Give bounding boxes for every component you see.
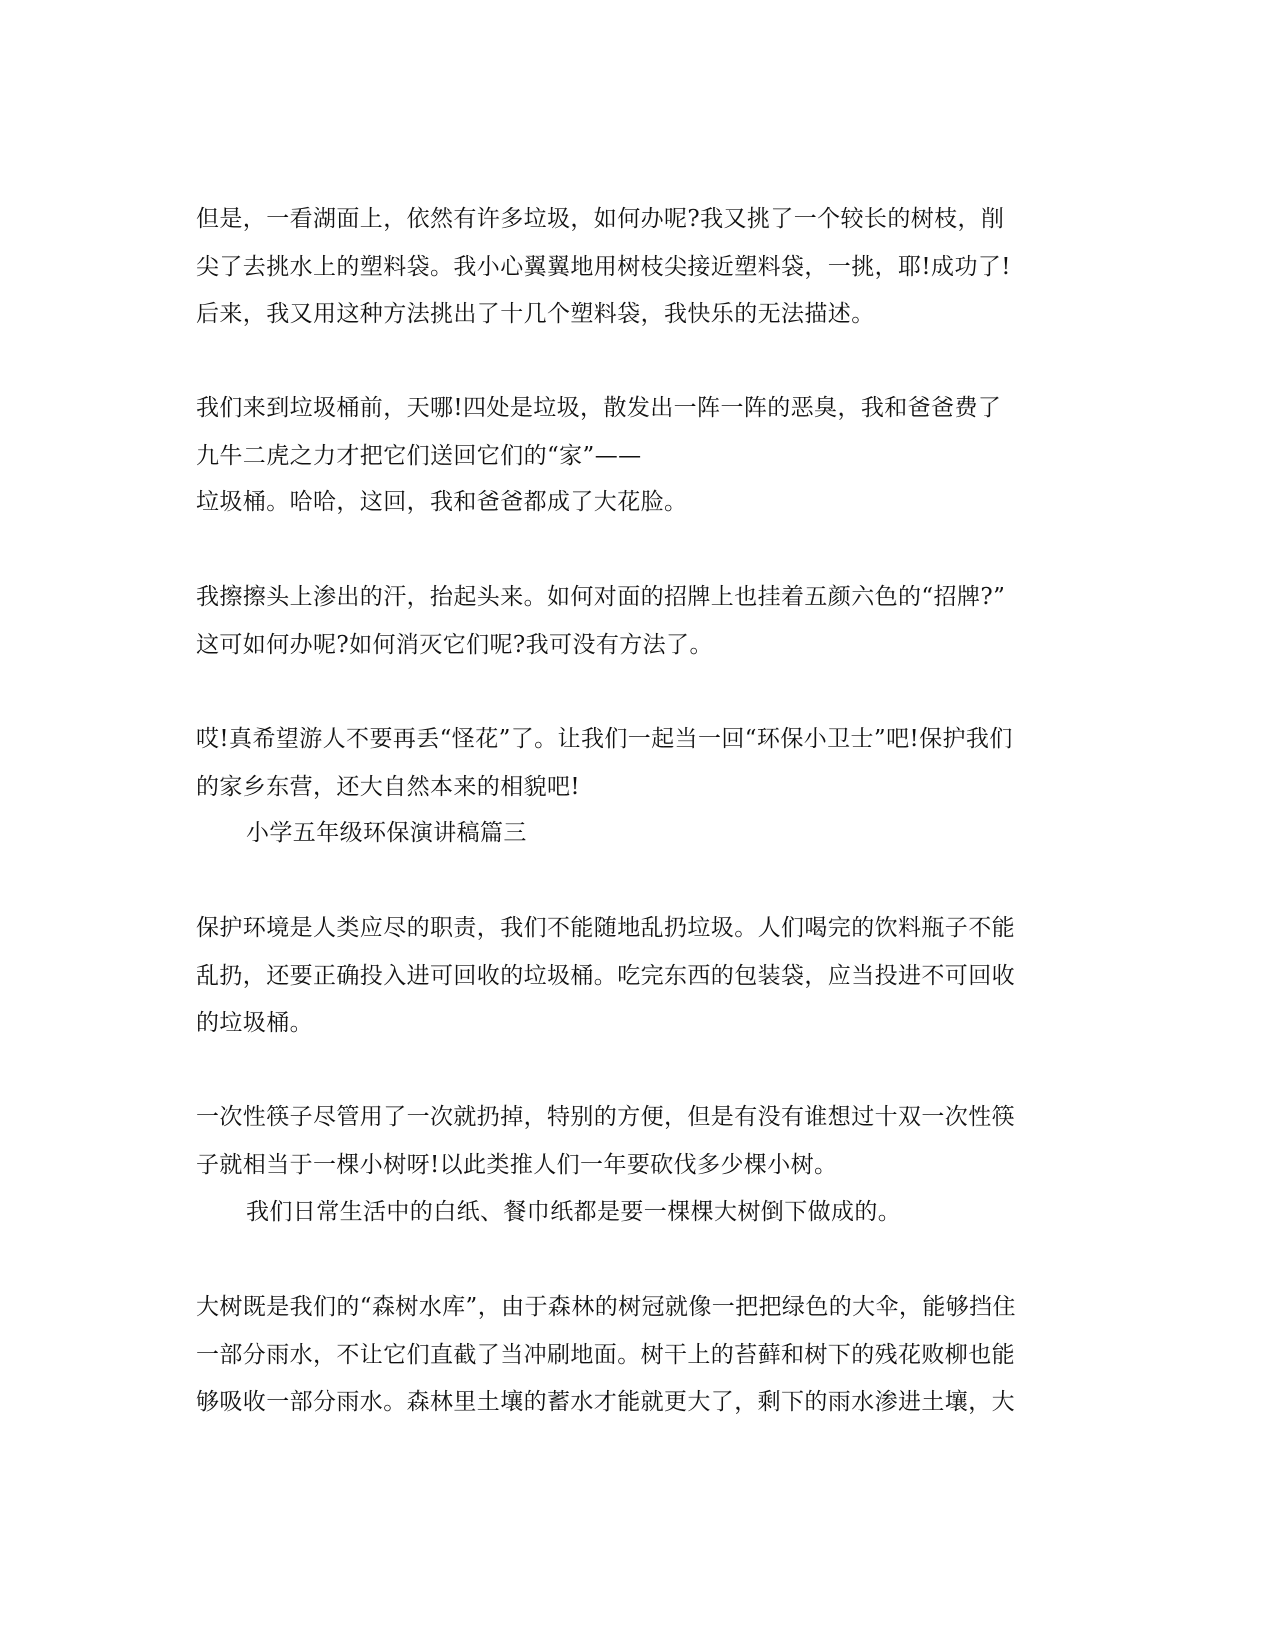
paragraph-1-line-2: 尖了去挑水上的塑料袋。我小心翼翼地用树枝尖接近塑料袋，一挑，耶!成功了!	[196, 254, 1011, 280]
paragraph-5-line-2: 乱扔，还要正确投入进可回收的垃圾桶。吃完东西的包装袋，应当投进不可回收	[196, 963, 1015, 989]
paragraph-2-line-1: 我们来到垃圾桶前，天哪!四处是垃圾，散发出一阵一阵的恶臭，我和爸爸费了	[196, 395, 1002, 421]
paragraph-4-line-1: 哎!真希望游人不要再丢“怪花”了。让我们一起当一回“环保小卫士”吧!保护我们	[196, 726, 1013, 752]
paragraph-2-line-3: 垃圾桶。哈哈，这回，我和爸爸都成了大花脸。	[196, 489, 688, 515]
paragraph-8-line-2: 一部分雨水，不让它们直截了当冲刷地面。树干上的苔藓和树下的残花败柳也能	[196, 1342, 1015, 1368]
paragraph-2-line-2: 九牛二虎之力才把它们送回它们的“家”——	[196, 443, 642, 469]
paragraph-1-line-1: 但是，一看湖面上，依然有许多垃圾，如何办呢?我又挑了一个较长的树枝，削	[196, 206, 1005, 232]
paragraph-6-line-2: 子就相当于一棵小树呀!以此类推人们一年要砍伐多少棵小树。	[196, 1152, 838, 1178]
paragraph-7-line-1: 我们日常生活中的白纸、餐巾纸都是要一棵棵大树倒下做成的。	[246, 1199, 902, 1225]
paragraph-5-line-1: 保护环境是人类应尽的职责，我们不能随地乱扔垃圾。人们喝完的饮料瓶子不能	[196, 915, 1015, 941]
paragraph-8-line-3: 够吸收一部分雨水。森林里土壤的蓄水才能就更大了，剩下的雨水渗进土壤，大	[196, 1389, 1015, 1415]
paragraph-1-line-3: 后来，我又用这种方法挑出了十几个塑料袋，我快乐的无法描述。	[196, 301, 875, 327]
paragraph-8-line-1: 大树既是我们的“森树水库”，由于森林的树冠就像一把把绿色的大伞，能够挡住	[196, 1294, 1016, 1320]
section-heading: 小学五年级环保演讲稿篇三	[246, 820, 527, 846]
paragraph-5-line-3: 的垃圾桶。	[196, 1010, 313, 1036]
paragraph-3-line-1: 我擦擦头上渗出的汗，抬起头来。如何对面的招牌上也挂着五颜六色的“招牌?”	[196, 584, 1006, 610]
paragraph-6-line-1: 一次性筷子尽管用了一次就扔掉，特别的方便，但是有没有谁想过十双一次性筷	[196, 1104, 1015, 1130]
paragraph-4-line-2: 的家乡东营，还大自然本来的相貌吧!	[196, 774, 581, 800]
paragraph-3-line-2: 这可如何办呢?如何消灭它们呢?我可没有方法了。	[196, 632, 713, 658]
